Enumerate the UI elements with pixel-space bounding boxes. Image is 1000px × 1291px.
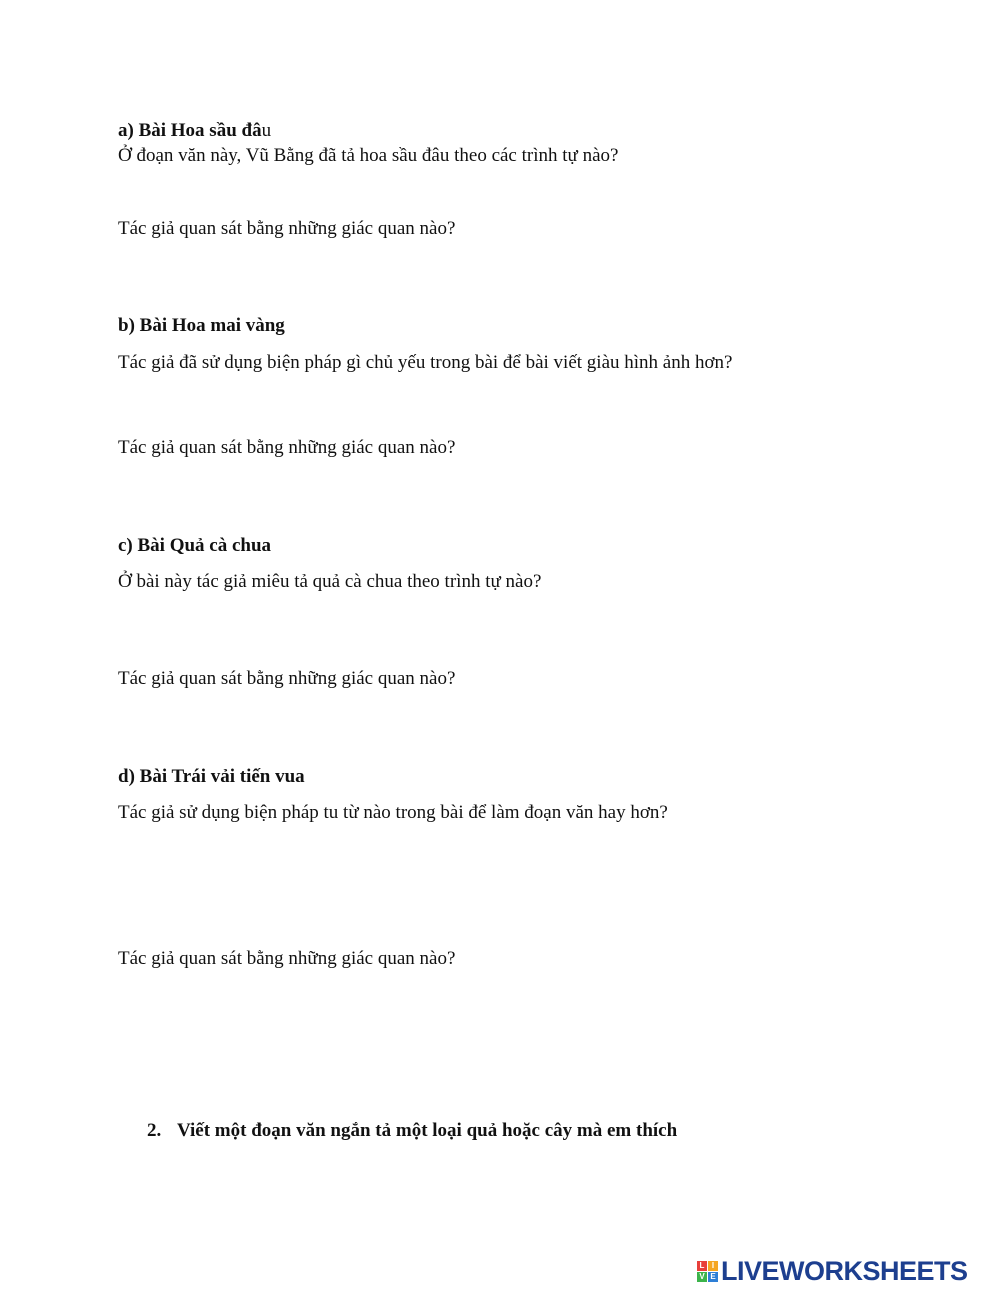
logo-badge-letter-i: I: [708, 1261, 718, 1271]
task-2-number: 2.: [147, 1120, 162, 1141]
logo-badge-letter-e: E: [708, 1272, 718, 1282]
logo-badge-letter-v: V: [697, 1272, 707, 1282]
logo-text: LIVEWORKSHEETS: [721, 1256, 968, 1286]
section-c-question-1: Ở bài này tác giả miêu tả quả cà chua theo trình tự nào?: [118, 571, 542, 592]
section-b-heading: b) Bài Hoa mai vàng: [118, 315, 285, 336]
section-a-heading: [118, 120, 271, 142]
task-2-text: Viết một đoạn văn ngắn tả một loại quả hoặc cây mà em thích: [177, 1120, 678, 1141]
section-d-question-2: Tác giả quan sát bằng những giác quan nào?: [118, 948, 456, 969]
section-c-heading: c) Bài Quả cà chua: [118, 535, 272, 556]
section-c-question-2: Tác giả quan sát bằng những giác quan nào?: [118, 668, 456, 689]
section-d-heading: d) Bài Trái vải tiến vua: [118, 766, 305, 787]
section-a-heading-bold: a) Bài Hoa sầu đâ: [118, 120, 262, 141]
section-b-question-1: Tác giả đã sử dụng biện pháp gì chủ yếu trong bài để bài viết giàu hình ảnh hơn?: [118, 352, 733, 373]
task-2: [147, 1120, 677, 1142]
section-a-question-1: Ở đoạn văn này, Vũ Bằng đã tả hoa sầu đâu theo các trình tự nào?: [118, 145, 619, 166]
liveworksheets-logo: [697, 1256, 968, 1286]
logo-badge-icon: [697, 1261, 718, 1282]
logo-badge-letter-l: L: [697, 1261, 707, 1271]
section-a-heading-rest: u: [261, 120, 272, 141]
section-b-question-2: Tác giả quan sát bằng những giác quan nào?: [118, 437, 456, 458]
section-a-question-2: Tác giả quan sát bằng những giác quan nào?: [118, 218, 456, 239]
section-d-question-1: Tác giả sử dụng biện pháp tu từ nào trong bài để làm đoạn văn hay hơn?: [118, 802, 668, 823]
